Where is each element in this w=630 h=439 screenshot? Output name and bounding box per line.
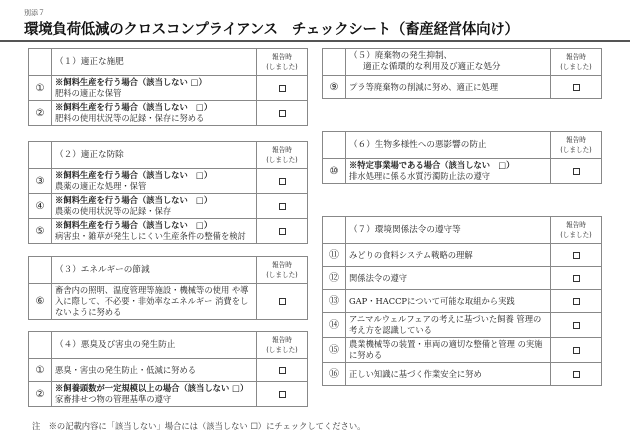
item-condition: ※飼料生産を行う場合（該当しない □） bbox=[55, 170, 213, 180]
item-text: 正しい知識に基づく作業安全に努め bbox=[349, 368, 482, 379]
checkbox[interactable] bbox=[279, 178, 286, 185]
item-number: ⑤ bbox=[29, 219, 52, 244]
section-title: （５）廃棄物の発生抑制、 適正な循環的な利用及び適正な処分 bbox=[346, 49, 551, 76]
item-text: 農薬の適正な処理・保管 bbox=[55, 181, 147, 191]
checkbox[interactable] bbox=[573, 84, 580, 91]
section-7-table bbox=[322, 216, 602, 386]
checkbox[interactable] bbox=[573, 252, 580, 259]
item-text: 畜舎内の照明、温度管理等施設・機械等の使用 や導入に際して、不必要・非効率なエネルギー 消費をしないように努める bbox=[55, 285, 249, 317]
item-text: 家畜排せつ物の管理基準の遵守 bbox=[55, 394, 172, 404]
checkbox[interactable] bbox=[573, 275, 580, 282]
item-number: ⑫ bbox=[323, 267, 346, 290]
table-row bbox=[29, 219, 308, 244]
checkbox[interactable] bbox=[279, 110, 286, 117]
table-row bbox=[29, 169, 308, 194]
section-3-table bbox=[28, 256, 308, 320]
item-number: ⑩ bbox=[323, 159, 346, 184]
item-text: 農薬の使用状況等の記録・保存 bbox=[55, 206, 172, 216]
item-number: ① bbox=[29, 76, 52, 101]
section-title: （７）環境関係法令の遵守等 bbox=[346, 217, 551, 244]
item-condition: ※飼料生産を行う場合（該当しない □） bbox=[55, 77, 207, 87]
checkbox[interactable] bbox=[279, 391, 286, 398]
page-title: 環境負荷低減のクロスコンプライアンス チェックシート（畜産経営体向け） bbox=[24, 22, 519, 38]
table-row bbox=[29, 284, 308, 320]
item-number: ⑭ bbox=[323, 313, 346, 338]
item-text: アニマルウェルフェアの考えに基づいた飼養 管理の考え方を認識している bbox=[349, 314, 542, 335]
table-row bbox=[323, 313, 602, 338]
title-divider bbox=[0, 40, 630, 42]
document-label: 別添７ bbox=[24, 9, 45, 17]
item-number: ⑬ bbox=[323, 290, 346, 313]
item-number: ⑮ bbox=[323, 338, 346, 363]
table-row bbox=[323, 267, 602, 290]
item-text: 排水処理に係る水質汚濁防止法の遵守 bbox=[349, 171, 491, 181]
checkbox[interactable] bbox=[573, 168, 580, 175]
item-condition: ※飼料生産を行う場合（該当しない □） bbox=[55, 220, 213, 230]
table-row bbox=[29, 101, 308, 126]
section-4-table bbox=[28, 331, 308, 407]
item-text: GAP・HACCPについて可能な取組から実践 bbox=[349, 295, 515, 306]
table-row bbox=[323, 244, 602, 267]
item-number: ② bbox=[29, 101, 52, 126]
item-number: ④ bbox=[29, 194, 52, 219]
table-row bbox=[323, 363, 602, 386]
section-5-table bbox=[322, 48, 602, 99]
item-condition: ※飼養頭数が一定規模以上の場合（該当しない □） bbox=[55, 383, 249, 393]
table-row bbox=[323, 159, 602, 184]
item-text: 農業機械等の装置・車両の適切な整備と管理 の実施に努める bbox=[349, 339, 543, 360]
report-header: 報告時 (しました) bbox=[257, 332, 308, 359]
section-title: （６）生物多様性への悪影響の防止 bbox=[346, 132, 551, 159]
section-1-table bbox=[28, 48, 308, 126]
item-number: ③ bbox=[29, 169, 52, 194]
item-text: 肥料の使用状況等の記録・保存に努める bbox=[55, 113, 205, 123]
checkbox[interactable] bbox=[573, 371, 580, 378]
checkbox[interactable] bbox=[279, 367, 286, 374]
checkbox[interactable] bbox=[279, 203, 286, 210]
item-number: ⑪ bbox=[323, 244, 346, 267]
table-row bbox=[29, 359, 308, 382]
item-text: 悪臭・害虫の発生防止・低減に努める bbox=[55, 364, 197, 375]
table-row bbox=[29, 76, 308, 101]
item-text: プラ等廃棄物の削減に努め、適正に処理 bbox=[349, 81, 499, 92]
checkbox[interactable] bbox=[573, 322, 580, 329]
report-header: 報告時 (しました) bbox=[257, 49, 308, 76]
report-header: 報告時 (しました) bbox=[551, 217, 602, 244]
item-condition: ※飼料生産を行う場合（該当しない □） bbox=[55, 195, 213, 205]
item-text: 病害虫・雑草が発生しにくい生産条件の整備を検討 bbox=[55, 231, 246, 241]
section-title: （３）エネルギーの節減 bbox=[52, 257, 257, 284]
section-title: （４）悪臭及び害虫の発生防止 bbox=[52, 332, 257, 359]
table-row bbox=[323, 76, 602, 99]
checkbox[interactable] bbox=[279, 228, 286, 235]
table-row bbox=[323, 338, 602, 363]
item-text: 関係法令の遵守 bbox=[349, 272, 408, 283]
section-title: （２）適正な防除 bbox=[52, 142, 257, 169]
table-row bbox=[323, 290, 602, 313]
section-6-table bbox=[322, 131, 602, 184]
report-header: 報告時 (しました) bbox=[257, 257, 308, 284]
item-text: 肥料の適正な保管 bbox=[55, 88, 122, 98]
item-text: みどりの食料システム戦略の理解 bbox=[349, 249, 473, 260]
checkbox[interactable] bbox=[573, 298, 580, 305]
item-number: ⑯ bbox=[323, 363, 346, 386]
checkbox[interactable] bbox=[279, 298, 286, 305]
section-title: （１）適正な施肥 bbox=[52, 49, 257, 76]
table-row bbox=[29, 194, 308, 219]
checkbox[interactable] bbox=[279, 85, 286, 92]
item-condition: ※特定事業場である場合（該当しない □） bbox=[349, 160, 515, 170]
item-condition: ※飼料生産を行う場合（該当しない □） bbox=[55, 102, 213, 112]
checkbox[interactable] bbox=[573, 347, 580, 354]
item-number: ⑥ bbox=[29, 284, 52, 320]
section-2-table bbox=[28, 141, 308, 244]
report-header: 報告時 (しました) bbox=[551, 49, 602, 76]
item-number: ② bbox=[29, 382, 52, 407]
report-header: 報告時 (しました) bbox=[551, 132, 602, 159]
table-row bbox=[29, 382, 308, 407]
item-number: ⑨ bbox=[323, 76, 346, 99]
item-number: ① bbox=[29, 359, 52, 382]
report-header: 報告時 (しました) bbox=[257, 142, 308, 169]
footnote: 注 ※の記載内容に「該当しない」場合には（該当しない ☐）にチェックしてください。 bbox=[32, 421, 366, 431]
